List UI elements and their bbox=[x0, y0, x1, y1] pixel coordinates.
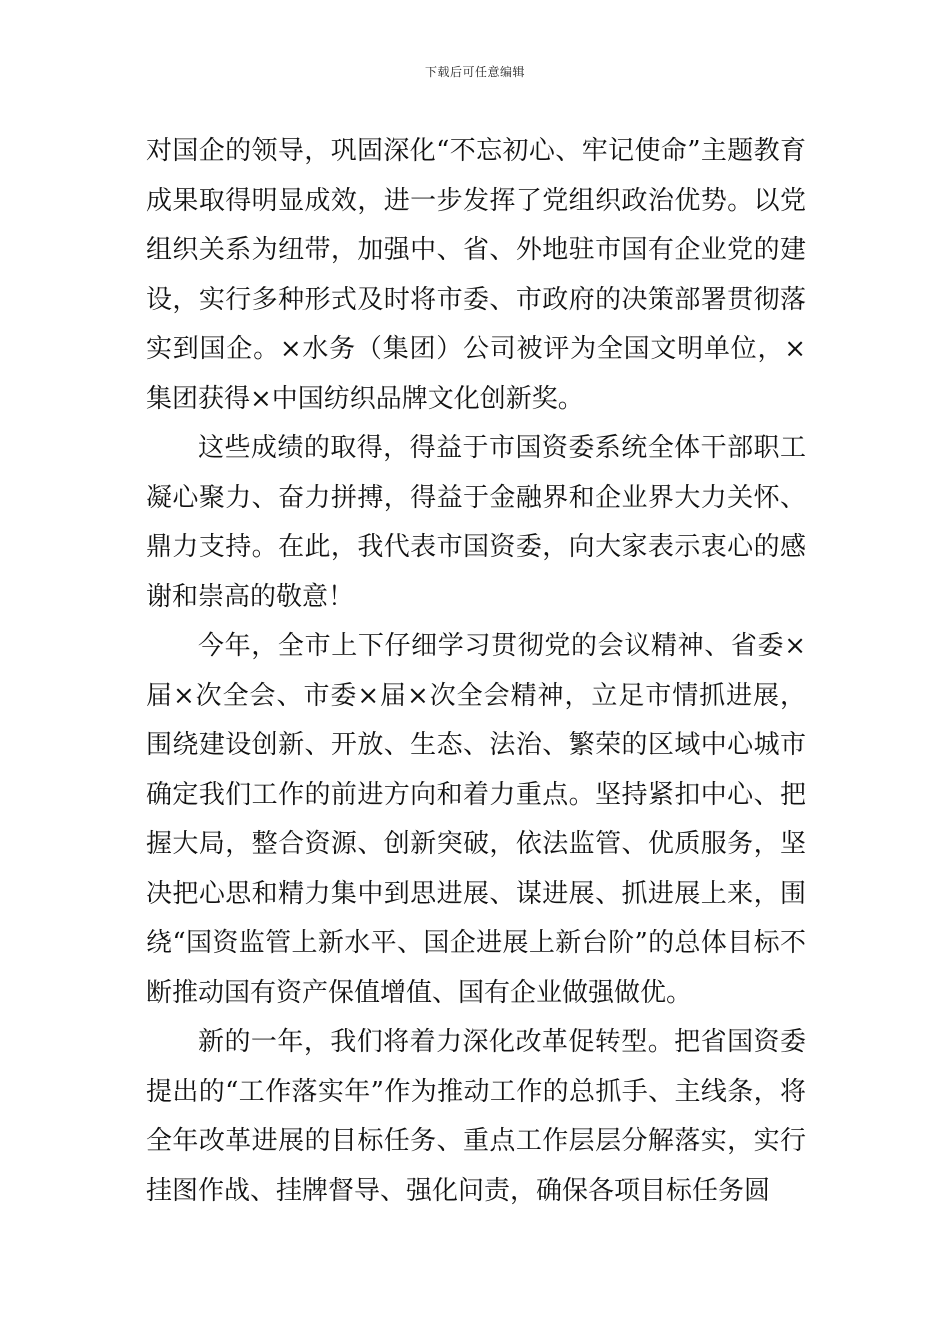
page-header-note: 下载后可任意编辑 bbox=[424, 65, 525, 79]
paragraph-4: 新的一年，我们将着力深化改革促转型。把省国资委提出的“工作落实年”作为推动工作的总抓手、主线条，将全年改革进展的目标任务、重点工作层层分解落实，实行挂图作战、挂牌督导、强化问责，确保各项目标任务圆 bbox=[146, 1027, 806, 1206]
paragraph-2: 这些成绩的取得，得益于市国资委系统全体干部职工凝心聚力、奋力拼搏，得益于金融界和企业界大力关怀、鼎力支持。在此，我代表市国资委，向大家表示衷心的感谢和崇高的敬意！ bbox=[146, 433, 806, 612]
document-body bbox=[146, 127, 806, 1216]
paragraph-1: 对国企的领导，巩固深化“不忘初心、牢记使命”主题教育成果取得明显成效，进一步发挥了党组织政治优势。以党组织关系为纽带，加强中、省、外地驻市国有企业党的建设，实行多种形式及时将市委、市政府的决策部署贯彻落实到国企。×水务（集团）公司被评为全国文明单位，×集团获得×中国纺织品牌文化创新奖。 bbox=[146, 136, 806, 414]
paragraph-3: 今年，全市上下仔细学习贯彻党的会议精神、省委×届×次全会、市委×届×次全会精神，立足市情抓进展，围绕建设创新、开放、生态、法治、繁荣的区域中心城市确定我们工作的前进方向和着力重点。坚持紧扣中心、把握大局，整合资源、创新突破，依法监管、优质服务，坚决把心思和精力集中到思进展、谋进展、抓进展上来，围绕“国资监管上新水平、国企进展上新台阶”的总体目标不断推动国有资产保值增值、国有企业做强做优。 bbox=[146, 631, 806, 1008]
